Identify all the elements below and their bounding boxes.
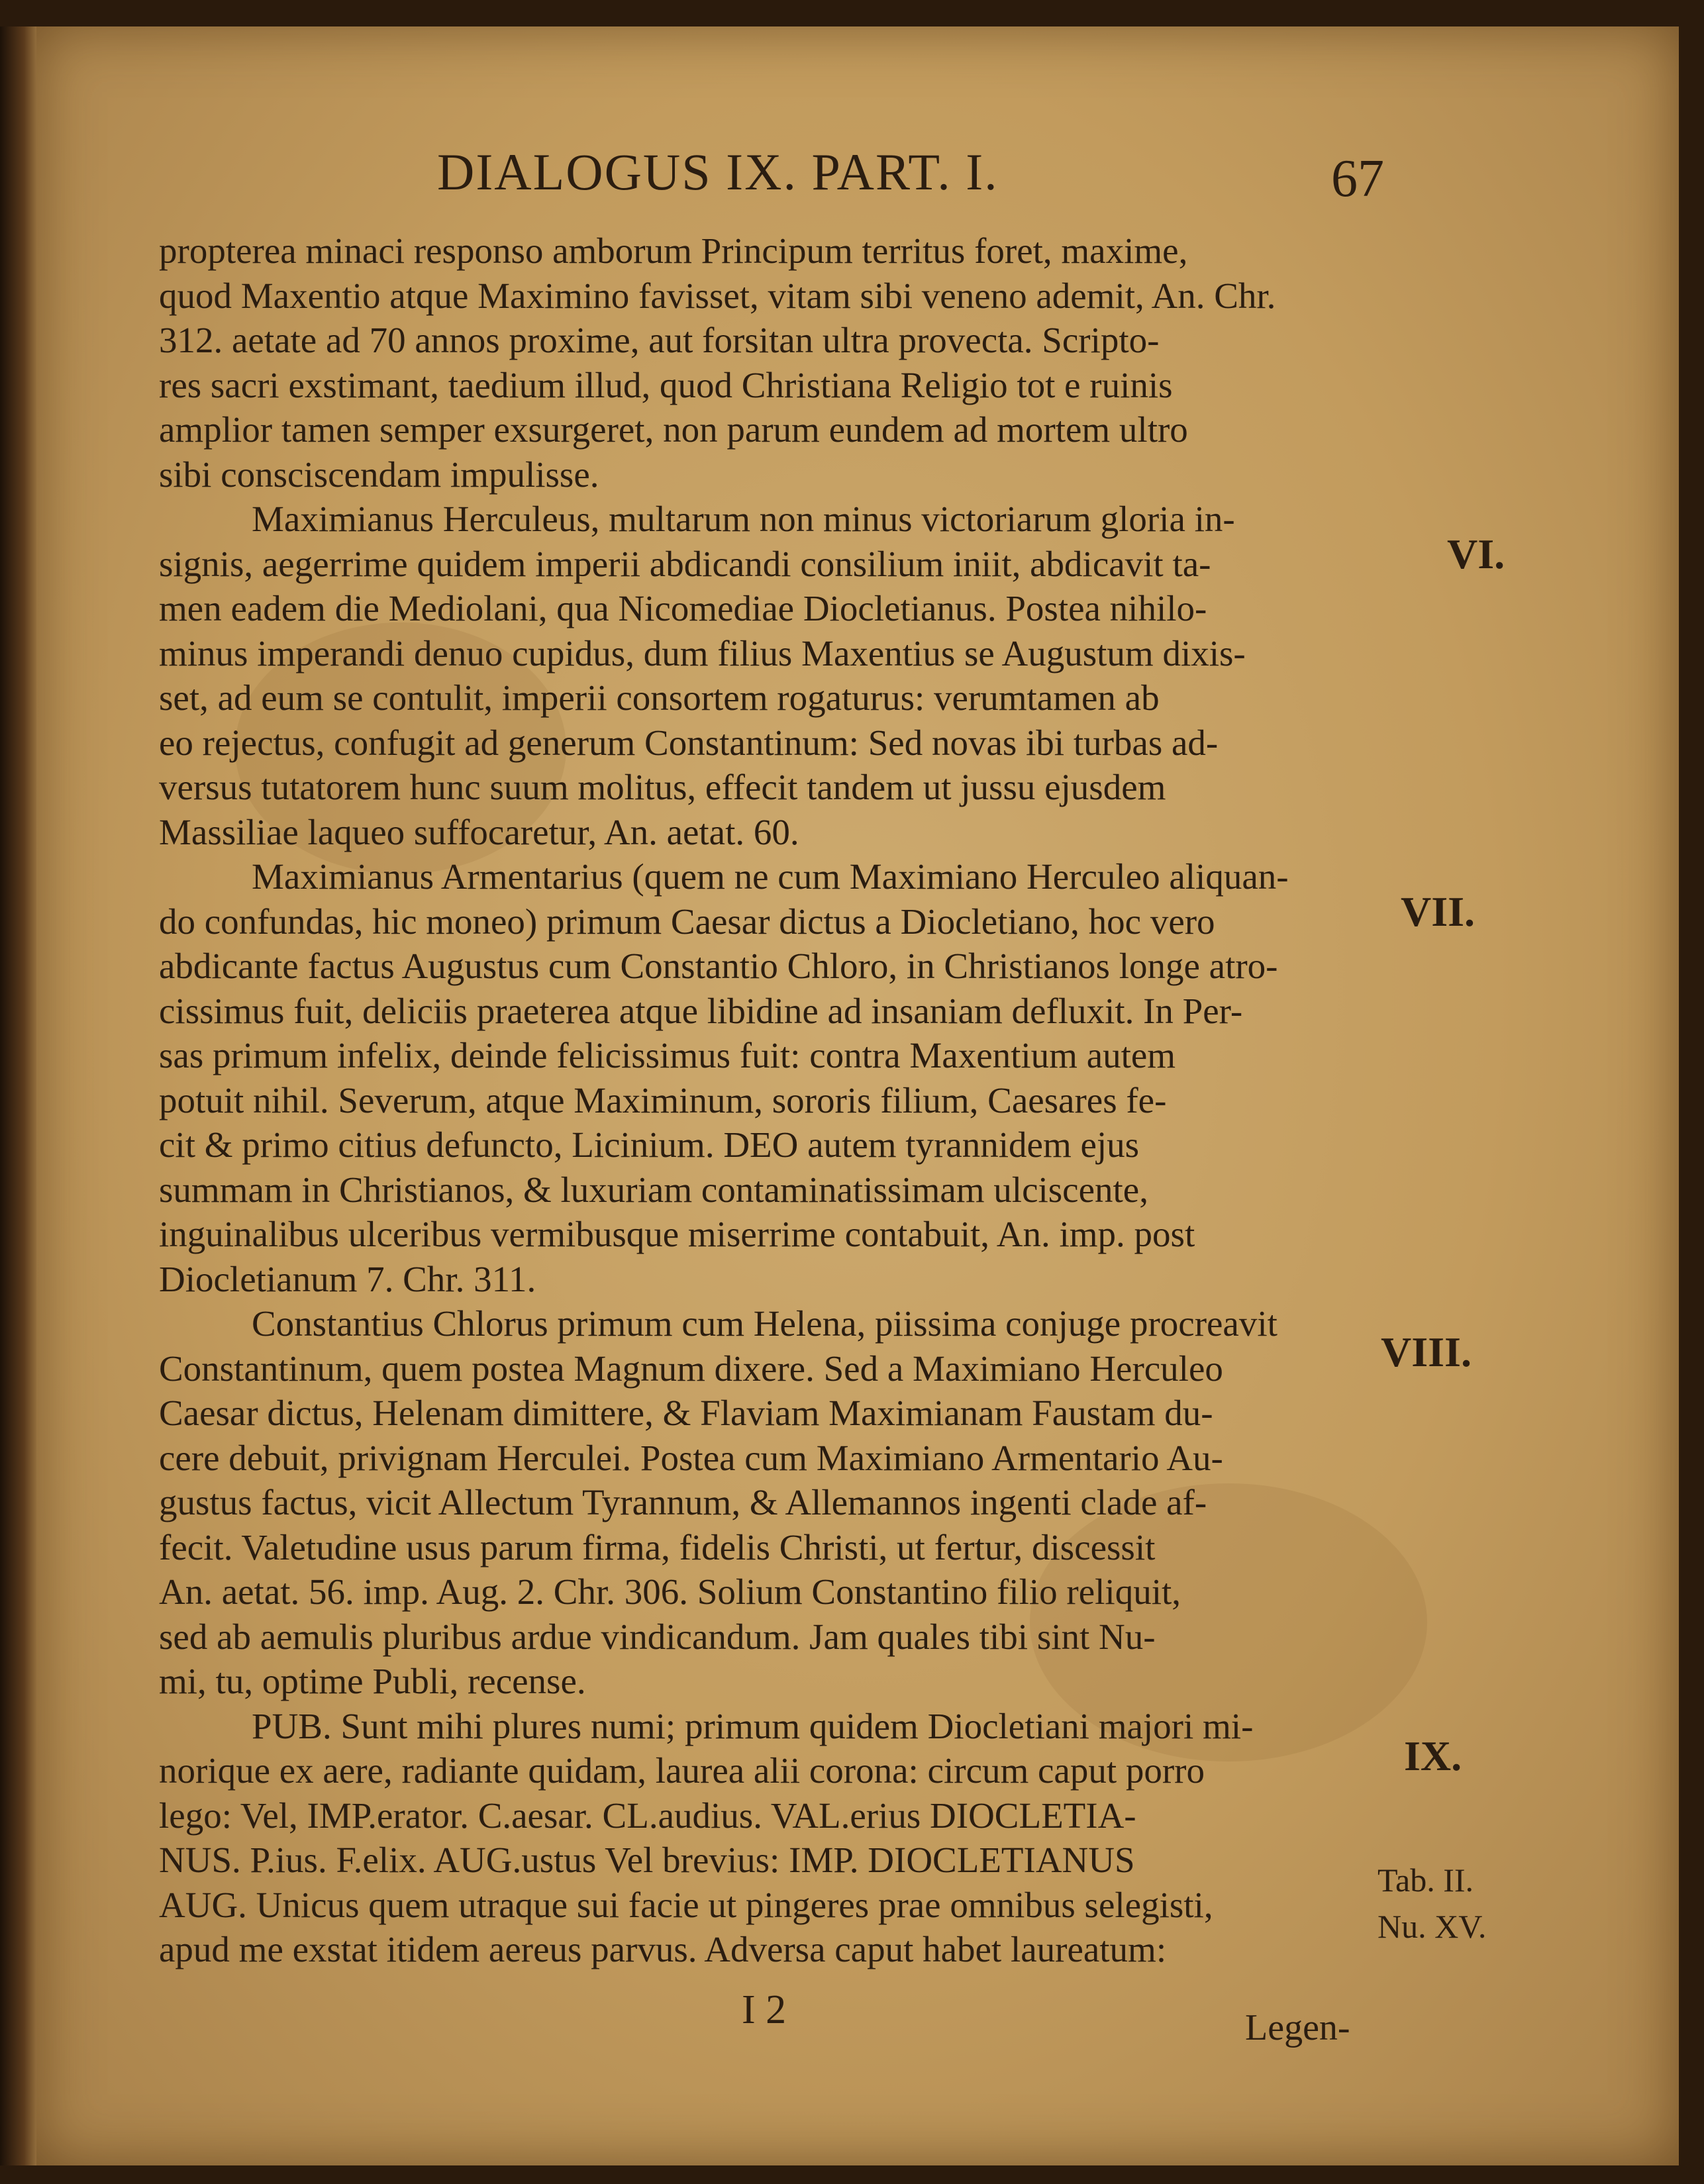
catchword: Legen- (1245, 2007, 1350, 2048)
text-line: Caesar dictus, Helenam dimittere, & Flaviam Maximianam Faustam du- (159, 1393, 1213, 1433)
text-line: res sacri exstimant, taedium illud, quod Christiana Religio tot e ruinis (159, 364, 1173, 405)
text-line: potuit nihil. Severum, atque Maximinum, sororis filium, Caesares fe- (159, 1079, 1167, 1120)
page-number: 67 (1331, 150, 1384, 208)
running-title: DIALOGUS IX. PART. I. (437, 143, 999, 201)
text-line: Diocletianum 7. Chr. 311. (159, 1258, 536, 1299)
text-line: Constantius Chlorus primum cum Helena, piissima conjuge procreavit (252, 1303, 1278, 1344)
text-line: cissimus fuit, deliciis praeterea atque libidine ad insaniam defluxit. In Per- (159, 990, 1243, 1031)
text-line: propterea minaci responso amborum Principum territus foret, maxime, (159, 230, 1188, 271)
text-line: abdicante factus Augustus cum Constantio Chloro, in Christianos longe atro- (159, 946, 1278, 986)
margin-note-vii: VII. (1401, 888, 1476, 935)
text-line: cit & primo citius defuncto, Licinium. DEO autem tyrannidem ejus (159, 1124, 1140, 1165)
text-line: cere debuit, privignam Herculei. Postea cum Maximiano Armentario Au- (159, 1437, 1223, 1478)
margin-note-viii: VIII. (1381, 1328, 1472, 1375)
text-line: Constantinum, quem postea Magnum dixere. Sed a Maximiano Herculeo (159, 1348, 1223, 1389)
text-line: set, ad eum se contulit, imperii consortem rogaturus: verumtamen ab (159, 677, 1160, 718)
text-line: Maximianus Armentarius (quem ne cum Maximiano Herculeo aliquan- (252, 856, 1289, 897)
text-line: mi, tu, optime Publi, recense. (159, 1661, 586, 1701)
text-line: PUB. Sunt mihi plures numi; primum quidem Diocletiani majori mi- (252, 1705, 1254, 1746)
margin-note-ix: IX. (1404, 1732, 1462, 1779)
text-line: minus imperandi denuo cupidus, dum filius Maxentius se Augustum dixis- (159, 632, 1246, 673)
text-line: summam in Christianos, & luxuriam contaminatissimam ulciscente, (159, 1169, 1148, 1210)
margin-note-vi: VI. (1447, 530, 1505, 577)
book-gutter (0, 26, 40, 2165)
text-line: sibi consciscendam impulisse. (159, 454, 599, 495)
text-line: Massiliae laqueo suffocaretur, An. aetat. 60. (159, 811, 799, 852)
margin-note-nu: Nu. XV. (1378, 1908, 1487, 1945)
margin-note-tab: Tab. II. (1378, 1861, 1474, 1899)
text-line: inguinalibus ulceribus vermibusque miserrime contabuit, An. imp. post (159, 1214, 1195, 1254)
text-line: men eadem die Mediolani, qua Nicomediae Diocletianus. Postea nihilo- (159, 588, 1207, 628)
main-text-block (159, 228, 1391, 1972)
text-line: signis, aegerrime quidem imperii abdicandi consilium iniit, abdicavit ta- (159, 543, 1211, 584)
signature-mark: I 2 (742, 1987, 787, 2032)
text-line: sed ab aemulis pluribus ardue vindicandum. Jam quales tibi sint Nu- (159, 1616, 1156, 1657)
text-line: 312. aetate ad 70 annos proxime, aut forsitan ultra provecta. Scripto- (159, 320, 1160, 360)
text-line: An. aetat. 56. imp. Aug. 2. Chr. 306. Solium Constantino filio reliquit, (159, 1571, 1181, 1612)
text-line: AUG. Unicus quem utraque sui facie ut pingeres prae omnibus selegisti, (159, 1884, 1213, 1925)
text-line: gustus factus, vicit Allectum Tyrannum, & Allemannos ingenti clade af- (159, 1482, 1207, 1522)
text-line: lego: Vel, IMP.erator. C.aesar. CL.audius. VAL.erius DIOCLETIA- (159, 1795, 1136, 1836)
text-line: amplior tamen semper exsurgeret, non parum eundem ad mortem ultro (159, 409, 1188, 450)
text-line: do confundas, hic moneo) primum Caesar dictus a Diocletiano, hoc vero (159, 901, 1215, 942)
text-line: NUS. P.ius. F.elix. AUG.ustus Vel brevius: IMP. DIOCLETIANUS (159, 1840, 1135, 1880)
text-line: sas primum infelix, deinde felicissimus fuit: contra Maxentium autem (159, 1035, 1176, 1075)
text-line: fecit. Valetudine usus parum firma, fidelis Christi, ut fertur, discessit (159, 1526, 1156, 1567)
text-line: apud me exstat itidem aereus parvus. Adversa caput habet laureatum: (159, 1929, 1167, 1969)
text-line: Maximianus Herculeus, multarum non minus victoriarum gloria in- (252, 499, 1235, 539)
text-line: eo rejectus, confugit ad generum Constantinum: Sed novas ibi turbas ad- (159, 722, 1219, 763)
text-line: versus tutatorem hunc suum molitus, effecit tandem ut jussu ejusdem (159, 767, 1166, 807)
text-line: quod Maxentio atque Maximino favisset, vitam sibi veneno ademit, An. Chr. (159, 275, 1276, 316)
text-line: norique ex aere, radiante quidam, laurea alii corona: circum caput porro (159, 1750, 1205, 1791)
